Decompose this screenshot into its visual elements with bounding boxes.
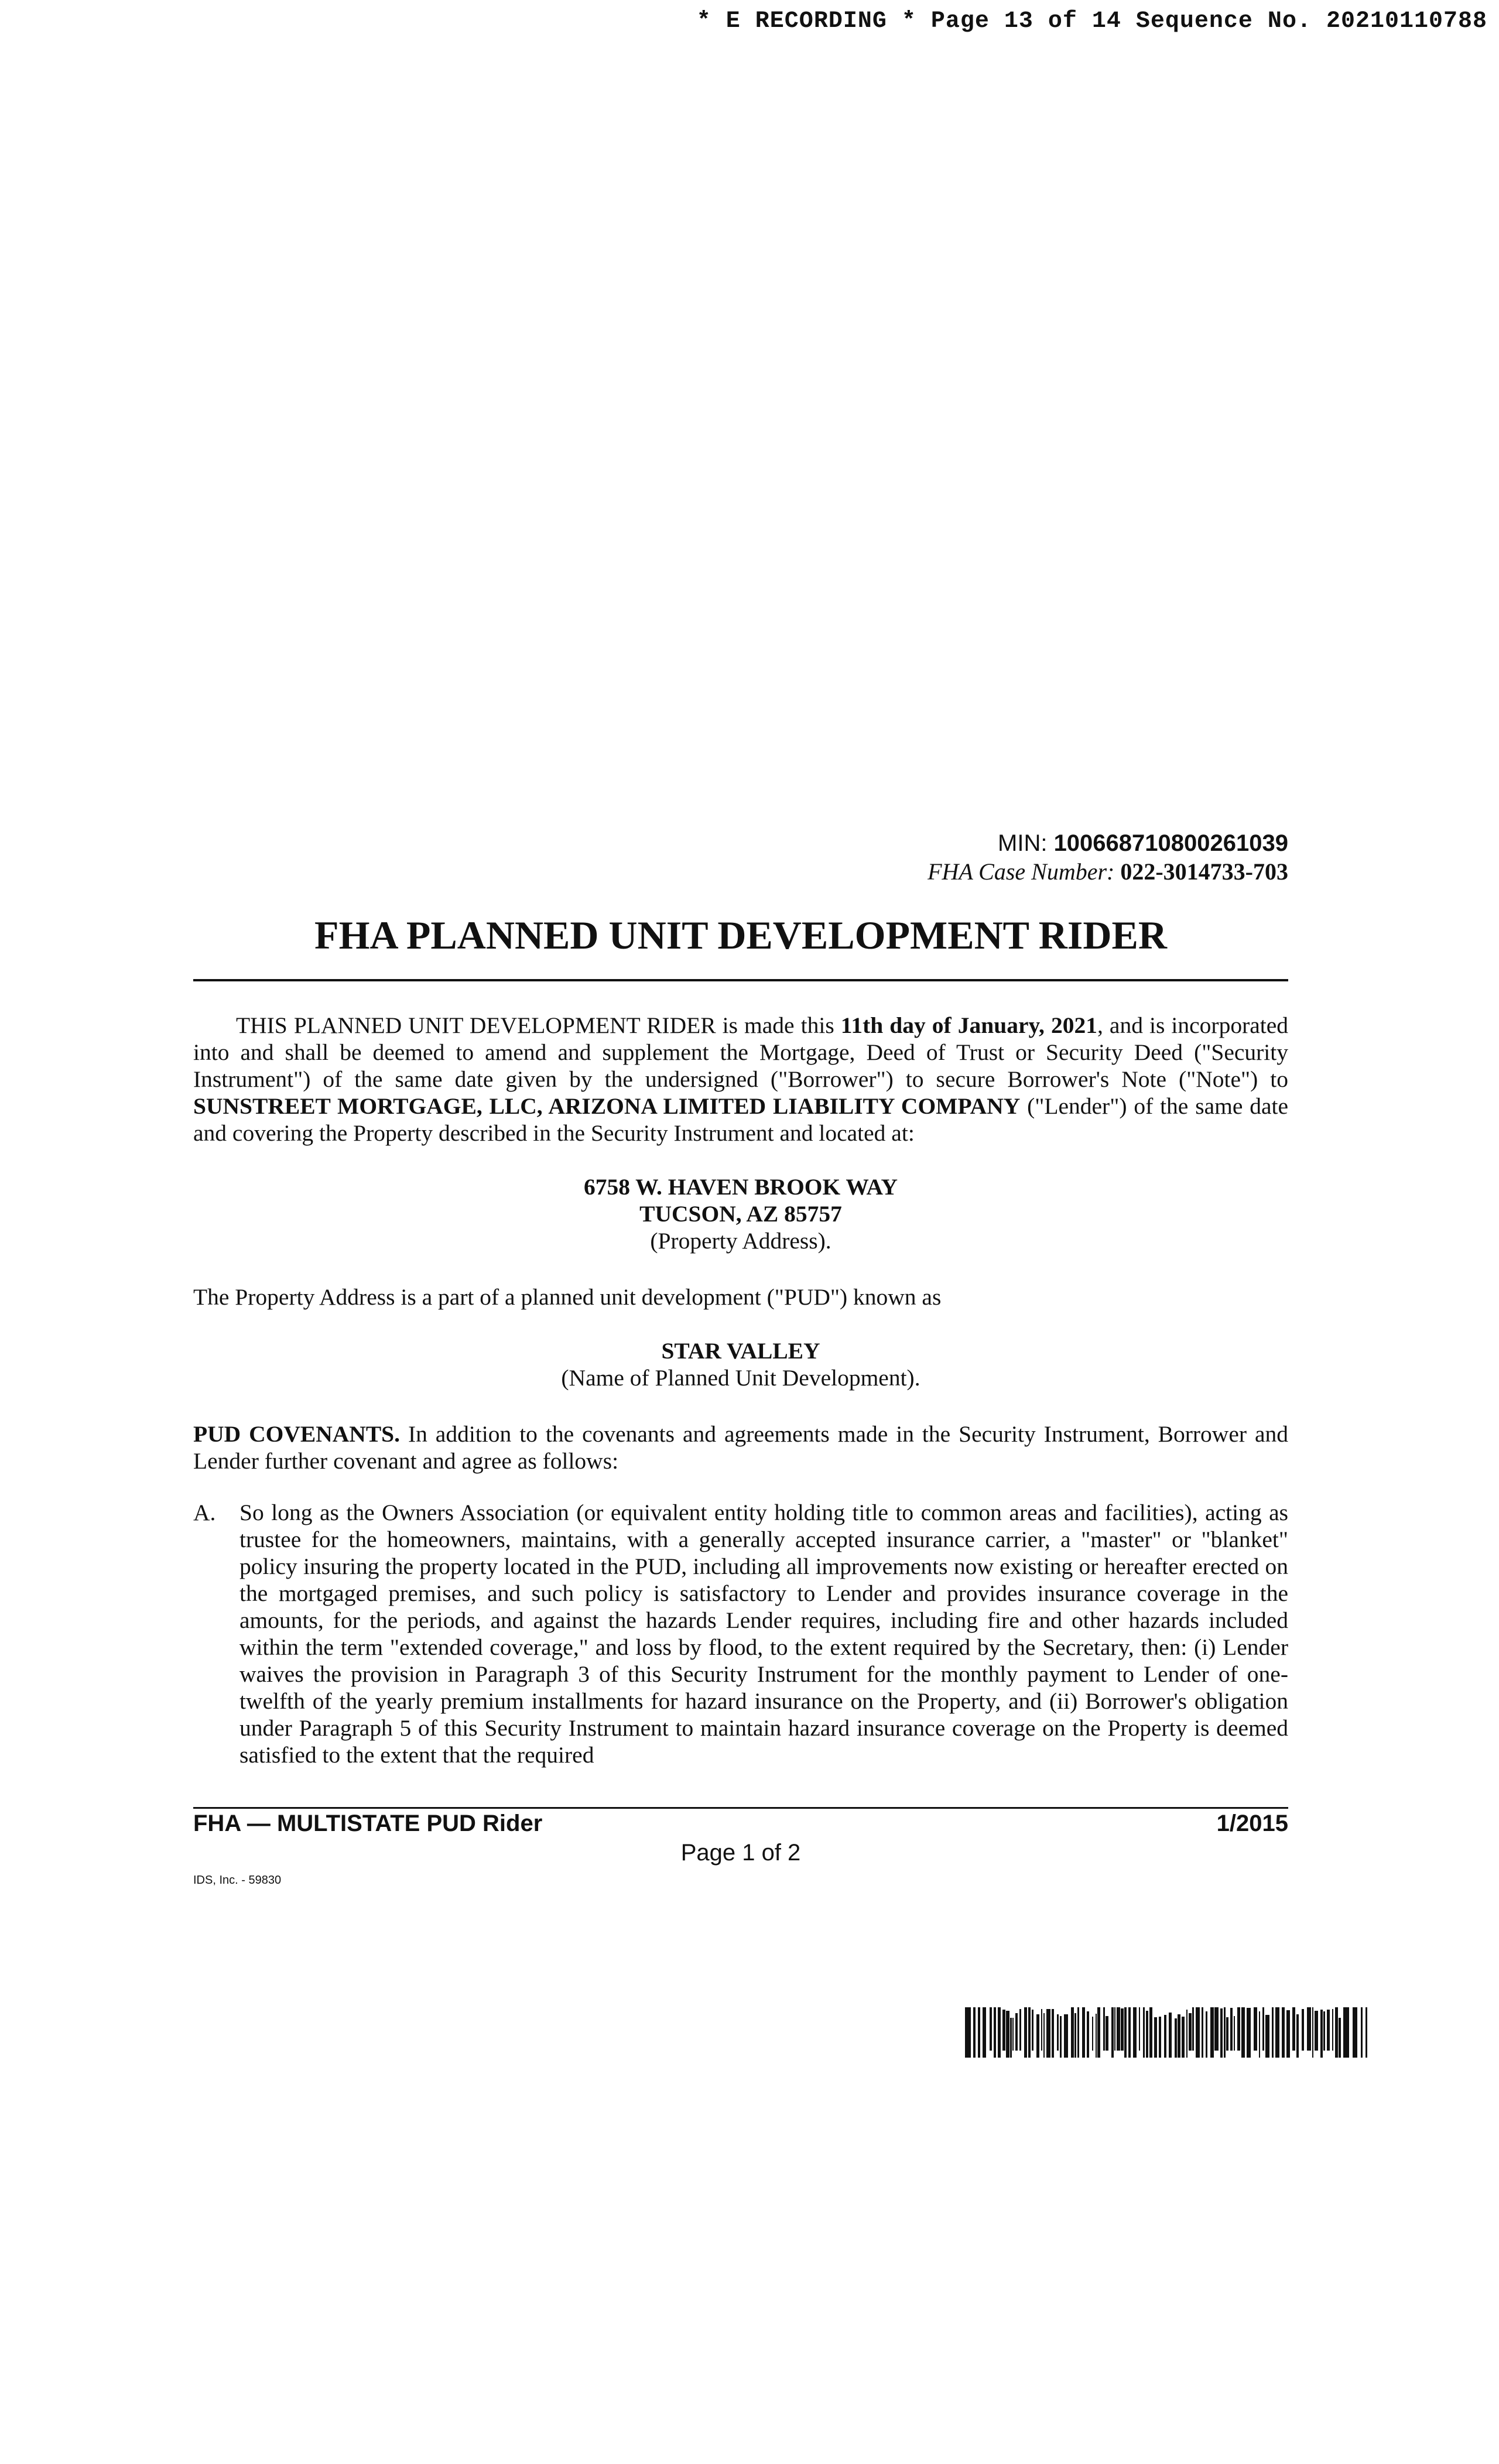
document-title: FHA PLANNED UNIT DEVELOPMENT RIDER bbox=[314, 913, 1167, 957]
loan-identifiers bbox=[928, 830, 1288, 885]
footer-form-date: 1/2015 bbox=[1216, 1811, 1288, 1836]
covenants-heading: PUD COVENANTS. bbox=[193, 1421, 401, 1447]
rider-date: 11th day of January, 2021 bbox=[840, 1012, 1097, 1038]
covenants-paragraph bbox=[193, 1421, 1288, 1474]
address-caption: (Property Address). bbox=[650, 1228, 831, 1254]
address-line-1: 6758 W. HAVEN BROOK WAY bbox=[584, 1174, 898, 1200]
title-divider bbox=[193, 979, 1288, 981]
barcode-icon bbox=[965, 2007, 1369, 2058]
intro-text-3: ("Lender") of the same date and covering the Property described in the Security Instrument and located at: bbox=[193, 1093, 1288, 1146]
footer-page-number: Page 1 of 2 bbox=[680, 1840, 801, 1866]
fha-case-label: FHA Case Number: bbox=[928, 858, 1121, 885]
intro-text-2: , and is incorporated into and shall be deemed to amend and supplement the Mortgage, Deed of Trust or Security Deed ("Security Instrument") of the same date given by the undersigned ("Borrower") to secure Borrower's Note ("Note") to bbox=[193, 1012, 1289, 1092]
footer-divider bbox=[193, 1807, 1288, 1809]
pud-name: STAR VALLEY bbox=[661, 1338, 820, 1364]
intro-text-1: THIS PLANNED UNIT DEVELOPMENT RIDER is made this bbox=[236, 1012, 841, 1038]
intro-paragraph bbox=[193, 1012, 1288, 1147]
pud-sentence: The Property Address is a part of a planned unit development ("PUD") known as bbox=[193, 1284, 942, 1310]
pud-caption: (Name of Planned Unit Development). bbox=[561, 1365, 920, 1391]
item-a-text: So long as the Owners Association (or equivalent entity holding title to common areas and facilities), acting as trustee for the homeowners, maintains, with a generally accepted insurance carrier, a "master" or "blanket" policy insuring the property located in the PUD, including all improvements now existing or hereafter erected on the mortgaged premises, and such policy is satisfactory to Lender and provides insurance coverage in the amounts, for the periods, and against the hazards Lender requires, including fire and other hazards included within the term "extended coverage," and loss by flood, to the extent required by the Secretary, then: (i) Lender waives the provision in Paragraph 3 of this Security Instrument for the monthly payment to Lender of one-twelfth of the yearly premium installments for hazard insurance on the Property, and (ii) Borrower's obligation under Paragraph 5 of this Security Instrument to maintain hazard insurance coverage on the Property is deemed satisfied to the extent that the required bbox=[239, 1500, 1288, 1768]
fha-case-line bbox=[928, 858, 1288, 885]
property-address-block bbox=[193, 1173, 1288, 1254]
lender-name: SUNSTREET MORTGAGE, LLC, ARIZONA LIMITED LIABILITY COMPANY bbox=[193, 1093, 1021, 1119]
item-a-letter: A. bbox=[193, 1500, 216, 1525]
min-line bbox=[928, 830, 1288, 857]
covenants-text: In addition to the covenants and agreements made in the Security Instrument, Borrower and Lender further covenant and agree as follows: bbox=[193, 1421, 1288, 1474]
address-line-2: TUCSON, AZ 85757 bbox=[639, 1201, 842, 1227]
min-value: 100668710800261039 bbox=[1053, 830, 1288, 856]
footer-form-name: FHA — MULTISTATE PUD Rider bbox=[193, 1811, 543, 1836]
pud-name-block bbox=[193, 1337, 1288, 1391]
fha-case-value: 022-3014733-703 bbox=[1120, 858, 1288, 885]
footer-vendor-id: IDS, Inc. - 59830 bbox=[193, 1874, 282, 1887]
min-label: MIN: bbox=[998, 830, 1054, 856]
recording-header: * E RECORDING * Page 13 of 14 Sequence No. 20210110788 bbox=[696, 8, 1487, 35]
